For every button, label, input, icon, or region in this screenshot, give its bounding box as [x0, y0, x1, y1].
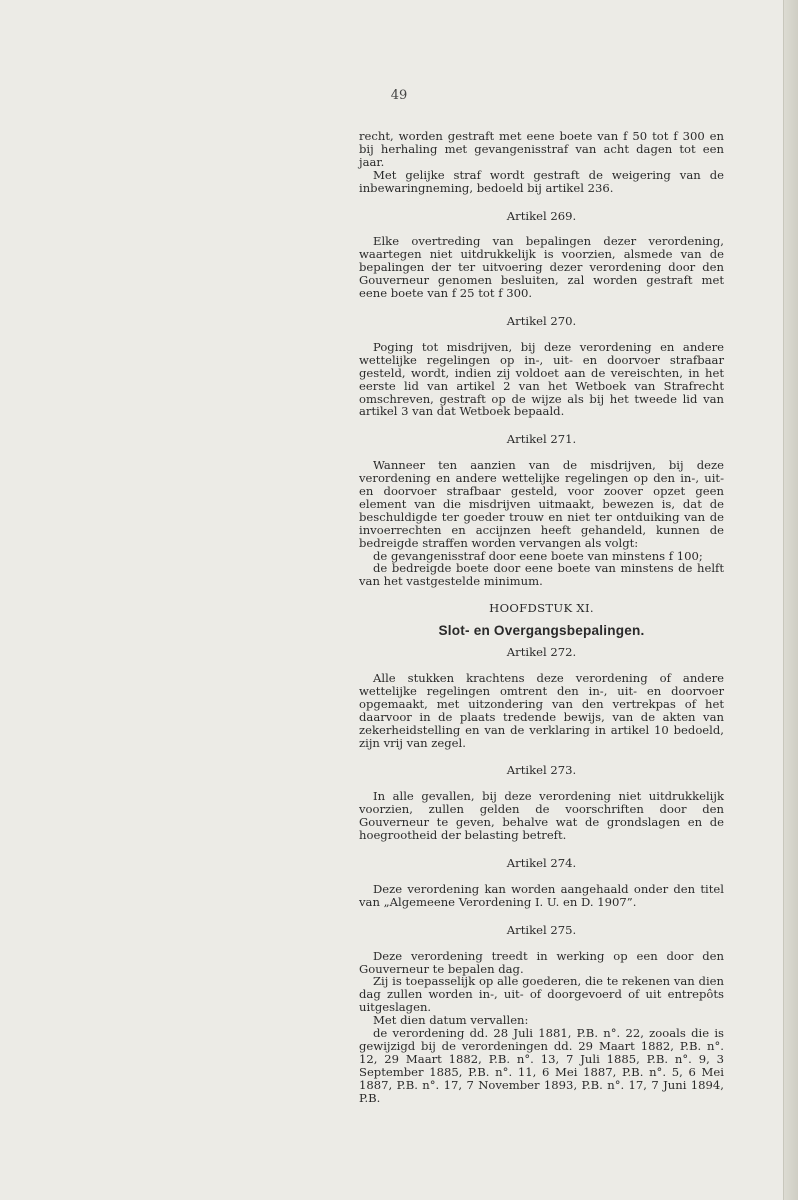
chapter-label: HOOFDSTUK XI.	[489, 601, 594, 616]
article-text-272: Alle stukken krachtens deze verordening of andere wettelijke regelingen omtrent den in-, uit- en doorvoer opgemaakt, met uitzondering van den vertrekpas of het daarvoor in de plaats tredende bewijs, van de akten van zekerheidstelling en van de verklaring in artikel 10 bedoeld, zijn vrij van zegel.	[359, 671, 724, 750]
intro-paragraph-1: recht, worden gestraft met eene boete van f 50 tot f 300 en bij herhaling met gevangenisstraf van acht dagen tot een jaar.	[359, 129, 724, 169]
article-275-paragraph-4: de verordening dd. 28 Juli 1881, P.B. n°. 22, zooals die is gewijzigd bij de verordeningen dd. 29 Maart 1882, P.B. n°. 12, 29 Maart 1882, P.B. n°. 13, 7 Juli 1885, P.B. n°. 9, 3 September 1885, P.B. n°. 11, 6 Mei 1887, P.B. n°. 5, 6 Mei 1887, P.B. n°. 17, 7 November 1893, P.B. n°. 17, 7 Juni 1894, P.B.	[359, 1026, 724, 1105]
article-heading-273: Artikel 273.	[506, 763, 577, 778]
article-275-paragraph-3: Met dien datum vervallen:	[373, 1013, 529, 1028]
article-text-273: In alle gevallen, bij deze verordening niet uitdrukkelijk voorzien, zullen gelden de voorschriften door den Gouverneur te geven, behalve wat de grondslagen en de hoegrootheid der belasting betreft.	[359, 789, 724, 843]
article-text-270: Poging tot misdrijven, bij deze verordening en andere wettelijke regelingen op in-, uit- en doorvoer strafbaar gesteld, wordt, indien zij voldoet aan de vereischten, in het eerste lid van artikel 2 van het Wetboek van Strafrecht omschreven, gestraft op de wijze als bij het tweede lid van artikel 3 van dat Wetboek bepaald.	[359, 339, 724, 419]
article-heading-270: Artikel 270.	[506, 313, 577, 328]
article-271-item-1: de gevangenisstraf door eene boete van minstens f 100;	[373, 548, 703, 563]
article-heading-269: Artikel 269.	[506, 208, 577, 223]
body-text	[359, 130, 724, 1104]
chapter-title: Slot- en Overgangsbepalingen.	[438, 623, 645, 639]
article-275-paragraph-2: Zij is toepasselijk op alle goederen, die te rekenen van dien dag zullen worden in-, uit- of doorgevoerd of uit entrepôts uitgeslagen.	[359, 974, 724, 1015]
article-heading-275: Artikel 275.	[506, 922, 577, 937]
article-heading-272: Artikel 272.	[506, 645, 577, 660]
article-heading-271: Artikel 271.	[506, 432, 577, 447]
intro-paragraph-2: Met gelijke straf wordt gestraft de weigering van de inbewaringneming, bedoeld bij artikel 236.	[359, 167, 724, 195]
article-275-paragraph-1: Deze verordening treedt in werking op een door den Gouverneur te bepalen dag.	[359, 948, 724, 976]
article-text-269: Elke overtreding van bepalingen dezer verordening, waartegen niet uitdrukkelijk is voorzien, alsmede van de bepalingen der ter uitvoering dezer verordening door den Gouverneur genomen besluiten, zal worden gestraft met eene boete van f 25 tot f 300.	[359, 234, 724, 301]
article-text-271: Wanneer ten aanzien van de misdrijven, bij deze verordening en andere wettelijke regelingen op den in-, uit- en doorvoer strafbaar gesteld, voor zoover opzet geen element van die misdrijven uitmaakt, bewezen is, dat de beschuldigde ter goeder trouw en niet ter ontduiking van de invoerrechten en accijnzen heeft gehandeld, kunnen de bedreigde straffen worden vervangen als volgt:	[359, 458, 724, 550]
article-heading-274: Artikel 274.	[506, 855, 577, 870]
page-edge	[783, 0, 798, 1200]
article-271-item-2: de bedreigde boete door eene boete van minstens de helft van het vastgestelde minimum.	[359, 561, 724, 589]
article-text-274: Deze verordening kan worden aangehaald onder den titel van „Algemeene Verordening I. U. en D. 1907”.	[359, 881, 724, 909]
page-number: 49	[390, 88, 408, 103]
